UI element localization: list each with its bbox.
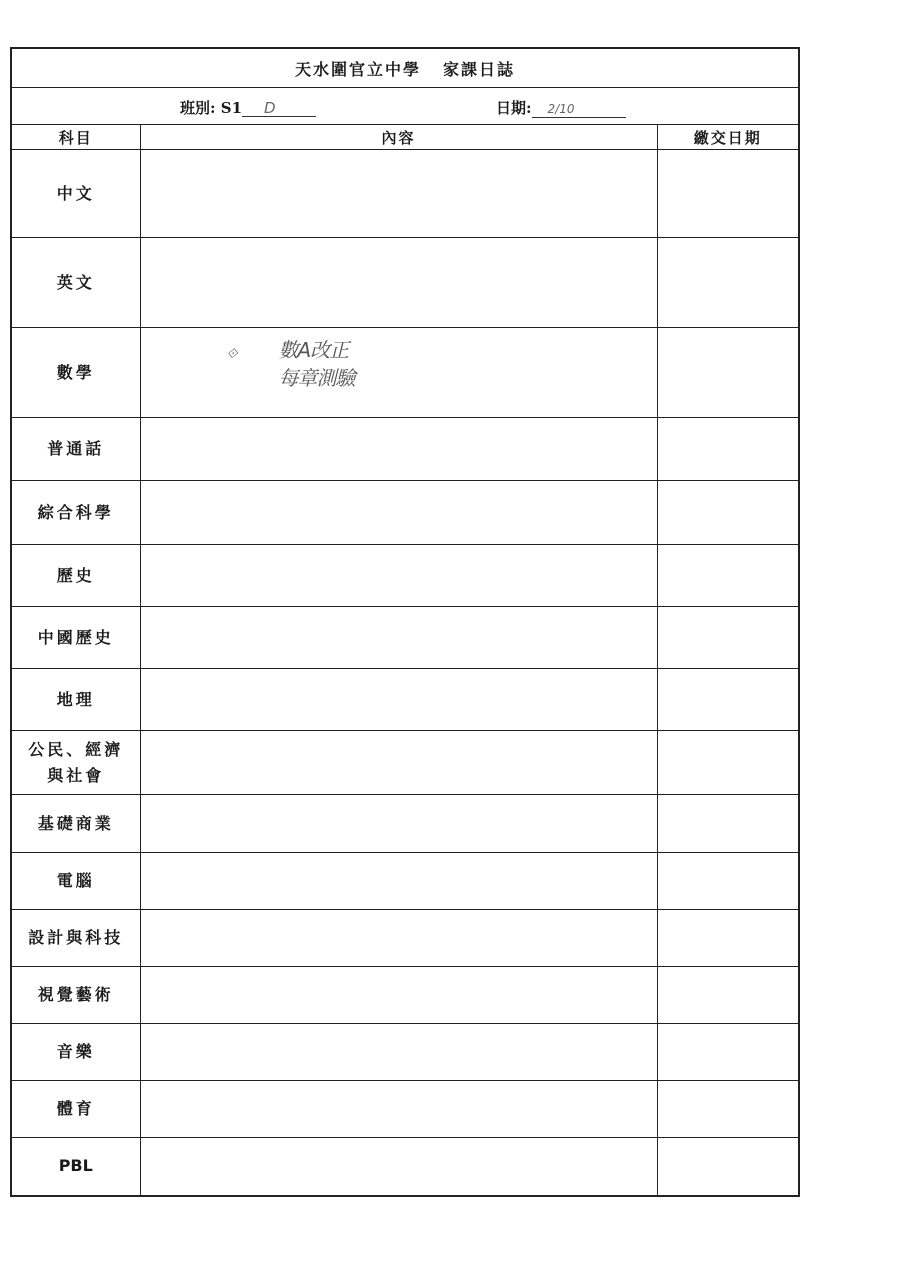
scribble-mark: ⟐ — [226, 346, 237, 362]
homework-diary-sheet — [10, 47, 800, 1197]
subject-cell: 地理 — [12, 669, 140, 731]
class-field — [180, 97, 316, 118]
meta-row — [12, 88, 798, 125]
subject-cell: 數學 — [12, 328, 140, 418]
subject-line: 與社會 — [47, 765, 105, 785]
content-cell — [140, 481, 657, 545]
homework-table — [12, 125, 798, 1195]
subject-cell: 綜合科學 — [12, 481, 140, 545]
content-cell — [140, 545, 657, 607]
header-content: 內容 — [140, 125, 657, 150]
subject-cell: 音樂 — [12, 1024, 140, 1081]
content-cell — [140, 853, 657, 910]
handwritten-note — [226, 336, 355, 392]
sheet-title — [12, 49, 798, 88]
content-cell — [140, 418, 657, 481]
date-field — [496, 97, 626, 118]
due-cell — [657, 853, 798, 910]
subject-cell: PBL — [12, 1138, 140, 1195]
content-cell — [140, 967, 657, 1024]
table-row — [12, 1024, 798, 1081]
due-cell — [657, 1081, 798, 1138]
class-value: D — [242, 100, 316, 117]
content-cell — [140, 910, 657, 967]
table-row — [12, 1138, 798, 1195]
due-cell — [657, 731, 798, 795]
date-value: 2/10 — [532, 101, 626, 118]
table-row — [12, 418, 798, 481]
due-cell — [657, 669, 798, 731]
subject-cell: 視覺藝術 — [12, 967, 140, 1024]
date-label: 日期: — [496, 99, 532, 117]
content-cell — [140, 1081, 657, 1138]
due-cell — [657, 1138, 798, 1195]
content-cell — [140, 607, 657, 669]
subject-cell: 設計與科技 — [12, 910, 140, 967]
header-due-date: 繳交日期 — [657, 125, 798, 150]
subject-cell: 中國歷史 — [12, 607, 140, 669]
due-cell — [657, 1024, 798, 1081]
table-row — [12, 910, 798, 967]
content-cell — [140, 1024, 657, 1081]
due-cell — [657, 795, 798, 853]
note-line: 每章測驗 — [278, 366, 355, 390]
table-row — [12, 795, 798, 853]
due-cell — [657, 910, 798, 967]
content-cell — [140, 1138, 657, 1195]
table-row — [12, 328, 798, 418]
table-row — [12, 238, 798, 328]
subject-cell: 普通話 — [12, 418, 140, 481]
subject-cell: 歷史 — [12, 545, 140, 607]
table-row — [12, 967, 798, 1024]
table-row — [12, 545, 798, 607]
table-row — [12, 150, 798, 238]
due-cell — [657, 328, 798, 418]
subject-line: 公民、經濟 — [28, 739, 124, 759]
class-label: 班別: S1 — [180, 99, 243, 117]
table-row — [12, 669, 798, 731]
due-cell — [657, 967, 798, 1024]
diary-title: 家課日誌 — [443, 59, 516, 79]
table-row — [12, 853, 798, 910]
table-row — [12, 607, 798, 669]
content-cell — [140, 731, 657, 795]
subject-cell: 英文 — [12, 238, 140, 328]
due-cell — [657, 481, 798, 545]
subject-cell: 基礎商業 — [12, 795, 140, 853]
subject-cell: 體育 — [12, 1081, 140, 1138]
subject-cell: 中文 — [12, 150, 140, 238]
due-cell — [657, 238, 798, 328]
content-cell — [140, 795, 657, 853]
table-row — [12, 1081, 798, 1138]
header-subject: 科目 — [12, 125, 140, 150]
table-row — [12, 731, 798, 795]
content-cell — [140, 150, 657, 238]
due-cell — [657, 418, 798, 481]
due-cell — [657, 545, 798, 607]
subject-cell — [12, 731, 140, 795]
content-cell — [140, 669, 657, 731]
content-cell — [140, 238, 657, 328]
note-line: 數A改正 — [278, 338, 349, 362]
school-name: 天水圍官立中學 — [294, 59, 421, 79]
subject-cell: 電腦 — [12, 853, 140, 910]
due-cell — [657, 607, 798, 669]
due-cell — [657, 150, 798, 238]
table-row — [12, 481, 798, 545]
content-cell — [140, 328, 657, 418]
header-row — [12, 125, 798, 150]
